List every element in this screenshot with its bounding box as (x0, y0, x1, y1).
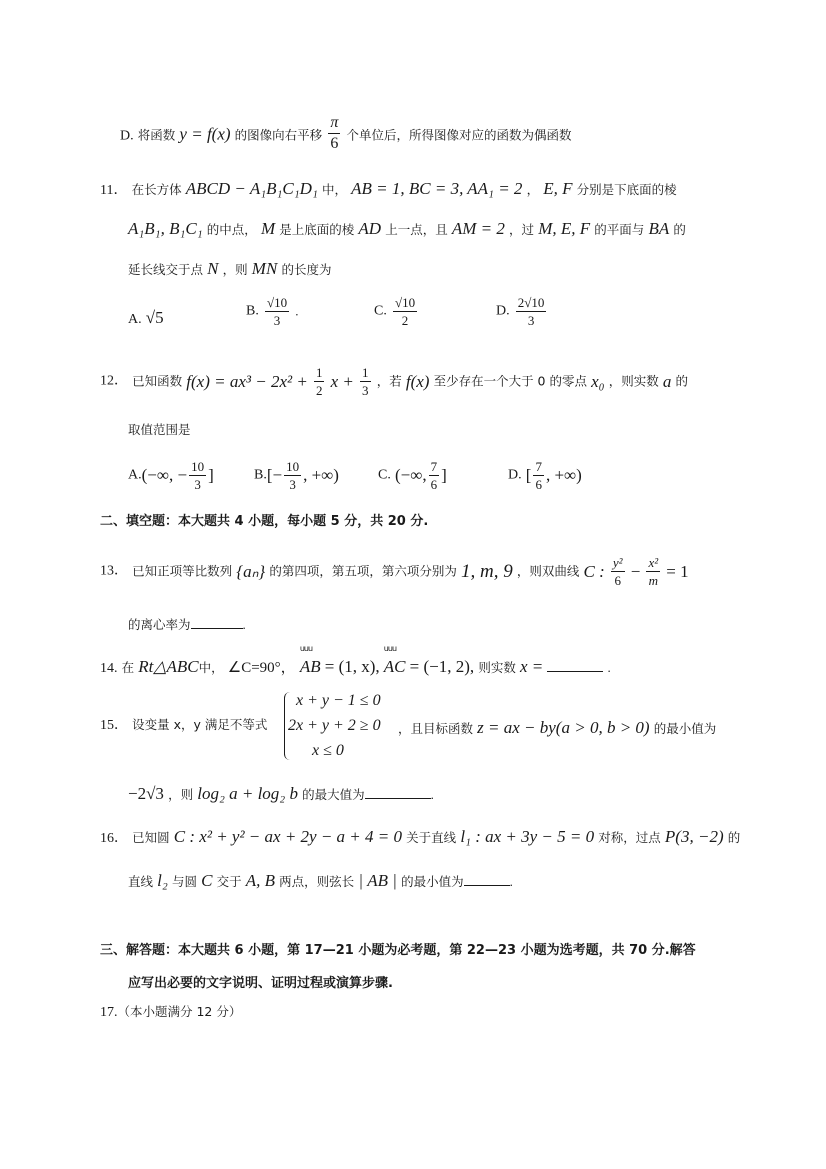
fraction-pi-over-6: $\frac{\pi}{6}$ (330, 114, 339, 152)
q12-option-b[interactable]: B.[− $\frac{10}{3}$ , +∞) (254, 459, 339, 492)
q11-line-3: 延长线交于点 N ，则 MN 的长度为 (128, 259, 332, 278)
vector-ab: uuu AB (299, 644, 321, 676)
q16-line-2: 直线 l₂ 与圆 C 交于 A, B 两点，则弦长 | AB | 的最小值为 . (128, 871, 513, 890)
question-number: 12． (100, 373, 128, 389)
q15-line-1: 15． 设变量 x，y 满足不等式 (100, 717, 268, 733)
q11-option-d[interactable]: D. $\frac{2√10}{3}$ (496, 295, 545, 328)
section-3-heading-line-2: 应写出必要的文字说明、证明过程或演算步骤. (128, 976, 393, 991)
q11-option-a[interactable]: A. √5 (128, 308, 164, 327)
q15-line-1-cont: ，且目标函数 z = ax − by(a > 0, b > 0) 的最小值为 (398, 718, 717, 737)
q14-line: 14. 在 Rt△ABC中， ∠C=90°， uuu AB = (1, x), uuu AC = (−1, 2), 则实数 x = . (100, 644, 611, 676)
q12-option-d[interactable]: D. [ $\frac{7}{6}$ , +∞) (508, 459, 582, 492)
q11-option-c[interactable]: C. $\frac{√10}{2}$ (374, 295, 416, 328)
q11-option-b[interactable]: B. $\frac{√10}{3}$ . (246, 295, 299, 328)
answer-blank[interactable] (464, 885, 510, 886)
q17-line: 17.（本小题满分 12 分） (100, 1004, 242, 1020)
q13-line-2: 的离心率为 . (128, 617, 246, 632)
q11-line-1: 11． 在长方体 ABCD − A₁B₁C₁D₁ 中， AB = 1, BC = 3, AA₁ = 2 ， E, F 分别是下底面的棱 (100, 179, 677, 198)
question-number: 13． (100, 563, 128, 579)
answer-blank[interactable] (191, 628, 243, 629)
question-number: 17. (100, 1005, 118, 1020)
q12-option-c[interactable]: C. (−∞, $\frac{7}{6}$ ] (378, 459, 447, 492)
q12-line-1: 12． 已知函数 f(x) = ax³ − 2x² + $\frac{1}{2}$ x + $\frac{1}{3}$ ，若 f(x) 至少存在一个大于 0 的零点 x₀ ，则实数 a 的 (100, 365, 689, 398)
vector-arrow-icon: uuu (383, 644, 397, 653)
option-label: D. (120, 128, 134, 144)
q11-line-2: A₁B₁, B₁C₁ 的中点， M 是上底面的棱 AD 上一点，且 AM = 2 ，过 M, E, F 的平面与 BA 的 (128, 219, 686, 238)
q15-line-2: −2√3 ，则 log₂ a + log₂ b 的最大值为 . (128, 784, 434, 803)
section-3-heading-line-1: 三、解答题：本大题共 6 小题，第 17—21 小题为必考题，第 22—23 小题为选考题，共 70 分.解答 (100, 943, 696, 958)
question-number: 14. (100, 661, 118, 676)
vector-arrow-icon: uuu (299, 644, 313, 653)
q12-line-2: 取值范围是 (128, 422, 191, 437)
vector-ac: uuu AC (383, 644, 406, 676)
question-number: 16． (100, 831, 128, 846)
section-2-heading: 二、填空题：本大题共 4 小题，每小题 5 分，共 20 分. (100, 514, 429, 529)
question-number: 11． (100, 183, 128, 198)
q10-option-d: D. 将函数 y = f(x) 的图像向右平移 $\frac{\pi}{6}$ 个单位后，所得图像对应的函数为偶函数 (120, 114, 572, 152)
answer-blank[interactable] (547, 671, 603, 672)
q16-line-1: 16． 已知圆 C : x² + y² − ax + 2y − a + 4 = 0 关于直线 l₁ : ax + 3y − 5 = 0 对称，过点 P(3, −2) 的 (100, 827, 741, 846)
question-number: 15． (100, 718, 128, 733)
q12-option-a[interactable]: A.(−∞, − $\frac{10}{3}$ ] (128, 459, 214, 492)
answer-blank[interactable] (365, 798, 431, 799)
q13-line-1: 13． 已知正项等比数列 {aₙ} 的第四项，第五项，第六项分别为 1, m, 9 ，则双曲线 C : $\frac{\text{y²}}{6}$ − $\frac{\text{x²}}{m}$ = 1 (100, 555, 689, 588)
